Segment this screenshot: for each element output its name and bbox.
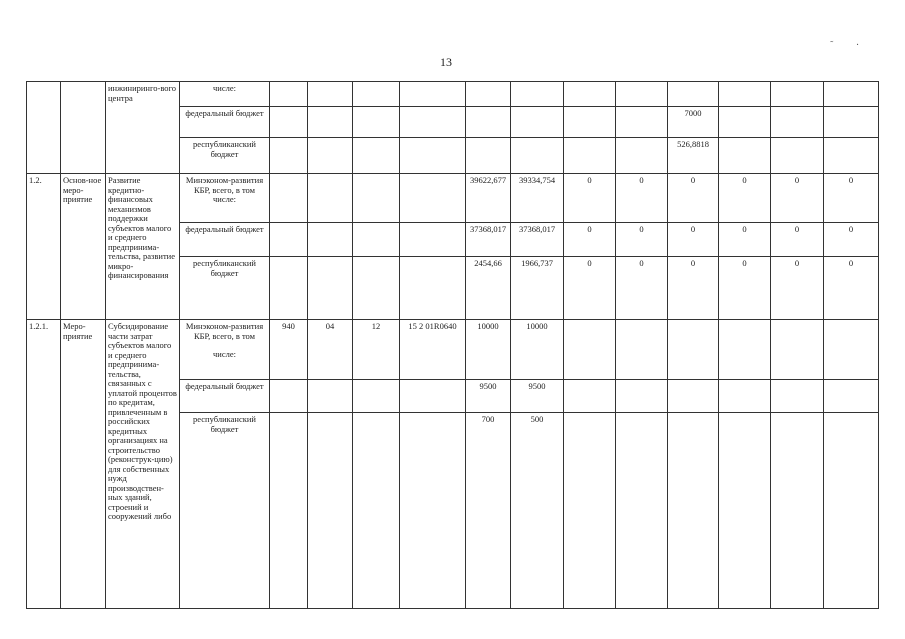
value-cell <box>308 257 353 320</box>
value-cell <box>564 320 616 380</box>
value-cell: 0 <box>824 174 879 223</box>
value-cell: 0 <box>616 223 668 257</box>
funding-source-tail: числе: <box>213 349 236 360</box>
row-number-cell: 1.2.1. <box>27 320 61 609</box>
funding-source-cell <box>180 320 270 380</box>
value-cell: 0 <box>824 223 879 257</box>
value-cell: 0 <box>616 257 668 320</box>
value-cell: 0 <box>771 257 824 320</box>
value-cell <box>824 320 879 380</box>
value-cell <box>564 380 616 413</box>
value-cell: 0 <box>616 174 668 223</box>
value-cell <box>353 380 400 413</box>
value-cell: 9500 <box>466 380 511 413</box>
value-cell <box>564 107 616 138</box>
value-cell <box>270 413 308 609</box>
value-cell <box>668 380 719 413</box>
funding-source-cell: федеральный бюджет <box>180 223 270 257</box>
value-cell <box>270 174 308 223</box>
value-cell <box>719 320 771 380</box>
value-cell <box>824 380 879 413</box>
value-cell: 39334,754 <box>511 174 564 223</box>
value-cell <box>616 380 668 413</box>
value-cell: 0 <box>771 223 824 257</box>
value-cell: 15 2 01R0640 <box>400 320 466 380</box>
budget-table <box>26 81 879 609</box>
table-row <box>27 82 879 107</box>
value-cell <box>353 174 400 223</box>
value-cell <box>400 174 466 223</box>
value-cell <box>771 380 824 413</box>
row-status-cell: Основ-ное меро-приятие <box>61 174 106 320</box>
value-cell: 37368,017 <box>511 223 564 257</box>
row-name-cell: Развитие кредитно-финансовых механизмов поддержки субъектов малого и среднего предпринима-тельства, развитие микро-финансирования <box>106 174 180 320</box>
value-cell <box>308 174 353 223</box>
funding-source-cell: федеральный бюджет <box>180 107 270 138</box>
value-cell <box>668 413 719 609</box>
funding-source-cell: республиканский бюджет <box>180 257 270 320</box>
value-cell <box>400 380 466 413</box>
value-cell <box>616 320 668 380</box>
page-number: 13 <box>440 55 452 69</box>
value-cell <box>511 107 564 138</box>
row-number-cell: 1.2. <box>27 174 61 320</box>
value-cell <box>771 82 824 107</box>
value-cell <box>308 380 353 413</box>
value-cell <box>466 82 511 107</box>
value-cell <box>616 82 668 107</box>
funding-source-cell: Минэконом-развития КБР, всего, в том числе: <box>180 174 270 223</box>
value-cell: 12 <box>353 320 400 380</box>
row-number-cell <box>27 82 61 174</box>
row-status-cell: Меро-приятие <box>61 320 106 609</box>
value-cell: 0 <box>564 174 616 223</box>
value-cell <box>668 82 719 107</box>
value-cell <box>353 413 400 609</box>
value-cell <box>353 138 400 174</box>
funding-source-main: Минэконом-развития КБР, всего, в том <box>185 321 264 341</box>
value-cell: 526,8818 <box>668 138 719 174</box>
value-cell: 39622,677 <box>466 174 511 223</box>
value-cell: 0 <box>719 257 771 320</box>
value-cell <box>771 413 824 609</box>
value-cell <box>308 82 353 107</box>
value-cell <box>400 138 466 174</box>
value-cell: 0 <box>719 223 771 257</box>
value-cell: 04 <box>308 320 353 380</box>
value-cell: 500 <box>511 413 564 609</box>
value-cell: 7000 <box>668 107 719 138</box>
value-cell: 2454,66 <box>466 257 511 320</box>
value-cell <box>511 138 564 174</box>
value-cell <box>771 138 824 174</box>
funding-source-cell: числе: <box>180 82 270 107</box>
value-cell <box>308 413 353 609</box>
value-cell <box>270 107 308 138</box>
page-corner-mark: ˜ · <box>830 40 870 51</box>
value-cell <box>771 107 824 138</box>
value-cell <box>824 107 879 138</box>
funding-source-cell: республиканский бюджет <box>180 413 270 609</box>
value-cell: 9500 <box>511 380 564 413</box>
table-row <box>27 174 879 223</box>
value-cell <box>270 380 308 413</box>
value-cell <box>353 223 400 257</box>
value-cell <box>719 82 771 107</box>
value-cell <box>564 82 616 107</box>
value-cell <box>353 107 400 138</box>
value-cell <box>616 138 668 174</box>
value-cell: 0 <box>771 174 824 223</box>
funding-source-cell: республиканский бюджет <box>180 138 270 174</box>
value-cell <box>400 257 466 320</box>
value-cell <box>466 107 511 138</box>
value-cell <box>308 223 353 257</box>
value-cell <box>824 138 879 174</box>
value-cell <box>719 380 771 413</box>
value-cell <box>564 138 616 174</box>
value-cell <box>616 413 668 609</box>
value-cell <box>668 320 719 380</box>
value-cell: 0 <box>668 174 719 223</box>
value-cell: 37368,017 <box>466 223 511 257</box>
funding-source-cell: федеральный бюджет <box>180 380 270 413</box>
value-cell: 0 <box>668 257 719 320</box>
value-cell <box>270 138 308 174</box>
value-cell <box>400 82 466 107</box>
value-cell <box>353 257 400 320</box>
value-cell <box>719 413 771 609</box>
value-cell <box>308 107 353 138</box>
value-cell <box>270 257 308 320</box>
value-cell <box>270 82 308 107</box>
value-cell: 0 <box>668 223 719 257</box>
value-cell <box>400 107 466 138</box>
value-cell <box>564 413 616 609</box>
value-cell <box>511 82 564 107</box>
value-cell: 1966,737 <box>511 257 564 320</box>
value-cell <box>719 107 771 138</box>
value-cell <box>719 138 771 174</box>
value-cell: 0 <box>719 174 771 223</box>
value-cell <box>466 138 511 174</box>
value-cell <box>308 138 353 174</box>
value-cell: 700 <box>466 413 511 609</box>
value-cell: 10000 <box>466 320 511 380</box>
value-cell <box>400 413 466 609</box>
row-status-cell <box>61 82 106 174</box>
value-cell: 940 <box>270 320 308 380</box>
value-cell: 0 <box>564 223 616 257</box>
value-cell <box>353 82 400 107</box>
value-cell <box>771 320 824 380</box>
value-cell: 0 <box>564 257 616 320</box>
value-cell: 10000 <box>511 320 564 380</box>
table-row <box>27 320 879 380</box>
value-cell <box>824 82 879 107</box>
value-cell <box>824 413 879 609</box>
value-cell <box>616 107 668 138</box>
value-cell <box>270 223 308 257</box>
value-cell <box>400 223 466 257</box>
row-name-cell: инжиниринго-вого центра <box>106 82 180 174</box>
value-cell: 0 <box>824 257 879 320</box>
row-name-cell: Субсидирование части затрат субъектов малого и среднего предпринима-тельства, связанных с уплатой процентов по кредитам, привлеченным в российских кредитных организациях на строительство (реконструк-цию) для собственных нужд производствен-ных зданий, строений и сооружений либо <box>106 320 180 609</box>
